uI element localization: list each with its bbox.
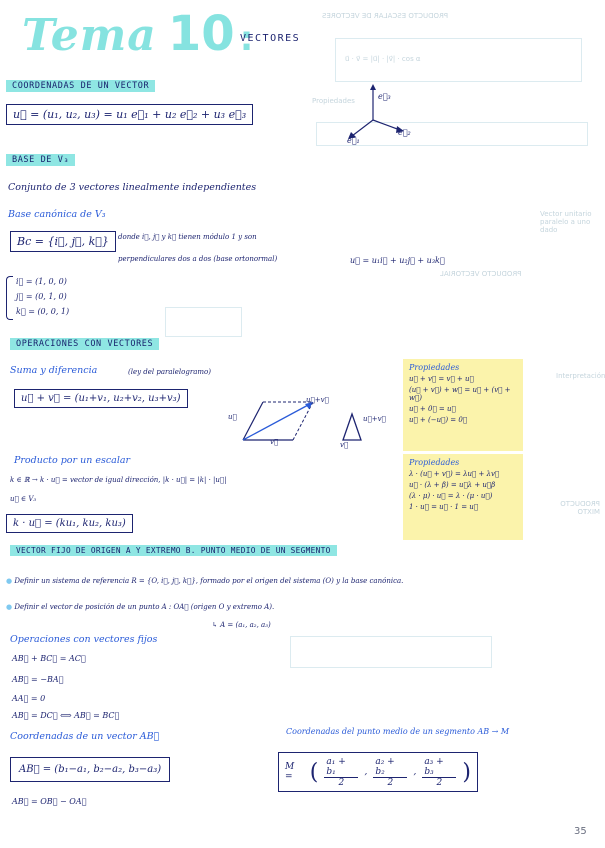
section-heading-fixed: VECTOR FIJO DE ORIGEN A Y EXTREMO B. PUNTO MEDIO DE UN SEGMENTO (10, 545, 337, 556)
ghost-box-4 (290, 636, 492, 668)
scalar-title: Producto por un escalar (14, 455, 131, 466)
fraction-3-num: a₃ + b₃ (422, 757, 456, 778)
fixed-op-1: AB⃗ + BC⃗ = AC⃗ (12, 654, 86, 663)
base-definition: Conjunto de 3 vectores linealmente independientes (8, 182, 257, 193)
canon-note-1: donde i⃗, j⃗ y k⃗ tienen módulo 1 y son (118, 233, 257, 241)
canon-base-formula: Bc = {i⃗, j⃗, k⃗} (10, 231, 116, 252)
paren-close: ) (462, 759, 471, 785)
section-heading-coords: COORDENADAS DE UN VECTOR (6, 80, 155, 92)
fraction-3-den: 2 (436, 777, 443, 788)
fraction-1 (324, 757, 358, 788)
position-coords: ↳ A = (a₁, a₂, a₃) (212, 621, 271, 629)
page-title (22, 6, 253, 62)
parallelogram-diagram (225, 392, 385, 454)
fixed-op-3: AA⃗ = 0 (12, 694, 46, 703)
axis-e3-label: e⃗₃ (378, 92, 391, 101)
fixed-coords-formula: AB⃗ = (b₁−a₁, b₂−a₂, b₃−a₃) (10, 757, 170, 782)
fig-v-label: v⃗ (270, 438, 279, 446)
ghost-box-3 (165, 307, 242, 337)
fig-u-label: u⃗ (228, 413, 237, 421)
props1-item: u⃗ + v⃗ = v⃗ + u⃗ (409, 375, 474, 383)
bullet-dot: ● (6, 577, 15, 585)
section-heading-base: BASE DE V₃ (6, 154, 75, 166)
props2-item: (λ · μ) · u⃗ = λ · (μ · u⃗) (409, 492, 493, 500)
fraction-3 (422, 757, 456, 788)
fixed-coords-alt: AB⃗ = OB⃗ − OA⃗ (12, 797, 87, 806)
properties-box-sum (403, 359, 523, 451)
bullet-dot: ● (6, 603, 15, 611)
sum-note: (ley del paralelogramo) (128, 368, 211, 376)
bullet-position-text: Definir el vector de posición de un punto A : OA⃗ (origen O y extremo A). (14, 603, 275, 611)
ghost-props: Propiedades (312, 97, 355, 105)
coords-formula: u⃗ = (u₁, u₂, u₃) = u₁ e⃗₁ + u₂ e⃗₂ + u₃ e⃗₃ (6, 104, 253, 125)
props1-item: u⃗ + (−u⃗) = 0⃗ (409, 416, 468, 424)
midpoint-label: M = (285, 762, 295, 782)
midpoint-formula (278, 752, 478, 792)
props2-item: λ · (u⃗ + v⃗) = λu⃗ + λv⃗ (409, 470, 500, 478)
system-brace (6, 276, 13, 320)
ghost-heading-1: PRODUCTO ESCALAR DE VECTORES (322, 12, 449, 20)
fraction-1-num: a₁ + b₁ (324, 757, 358, 778)
section-heading-ops: OPERACIONES CON VECTORES (10, 338, 159, 350)
ghost-interp: Interpretación (556, 372, 605, 380)
bullet-reference-text: Definir un sistema de referencia R = {O, i⃗, j⃗, k⃗}, formado por el origen del sistema (O) y la base canónica. (14, 577, 404, 585)
sum-title: Suma y diferencia (10, 365, 98, 376)
props2-item: 1 · u⃗ = u⃗ · 1 = u⃗ (409, 503, 479, 511)
title-word: Tema (22, 10, 157, 61)
sum-formula: u⃗ + v⃗ = (u₁+v₁, u₂+v₂, u₃+v₃) (14, 389, 188, 408)
title-colon: : (239, 19, 254, 59)
properties-box-scalar (403, 454, 523, 540)
fraction-1-den: 2 (338, 777, 345, 788)
bullet-reference (6, 577, 596, 585)
j-vector: j⃗ = (0, 1, 0) (16, 292, 67, 301)
ghost-vectorial: PRODUCTO VECTORIAL (440, 270, 522, 278)
ghost-unit: Vector unitario paralelo a uno dado (540, 210, 592, 234)
props2-title: Propiedades (409, 458, 460, 467)
axis-e1-label: e⃗₁ (347, 136, 360, 145)
fixed-op-2: AB⃗ = −BA⃗ (12, 675, 64, 684)
ghost-mixto: PRODUCTO MIXTO (560, 500, 600, 516)
fixed-op-4: AB⃗ = DC⃗ ⟺ AB⃗ = BC⃗ (12, 711, 120, 720)
fig2-uv-label: u⃗+v⃗ (363, 415, 386, 423)
bullet-position (6, 603, 274, 611)
ghost-formula: u⃗ · v⃗ = |u⃗| · |v⃗| · cos α (345, 55, 421, 63)
comma: , (413, 767, 417, 777)
comma: , (364, 767, 368, 777)
title-number: 10 (167, 6, 235, 62)
fig2-v-label: v⃗ (340, 441, 349, 449)
fraction-2 (373, 757, 407, 788)
fixed-ops-title: Operaciones con vectores fijos (10, 634, 158, 645)
midpoint-title: Coordenadas del punto medio de un segmento AB → M (286, 727, 510, 736)
props2-item: u⃗ · (λ + β) = u⃗λ + u⃗β (409, 481, 496, 489)
k-vector: k⃗ = (0, 0, 1) (16, 307, 70, 316)
props1-item: u⃗ + 0⃗ = u⃗ (409, 405, 456, 413)
fraction-2-num: a₂ + b₂ (373, 757, 407, 778)
fraction-2-den: 2 (387, 777, 394, 788)
fixed-coords-title: Coordenadas de un vector AB⃗ (10, 731, 160, 742)
axis-e2-label: e⃗₂ (398, 128, 411, 137)
title-subject: VECTORES (240, 33, 301, 44)
i-vector: i⃗ = (1, 0, 0) (16, 277, 67, 286)
canon-base-title: Base canónica de V₃ (8, 209, 106, 220)
fig-uv-label: u⃗+v⃗ (306, 396, 329, 404)
scalar-line-2: u⃗ ∈ V₃ (10, 495, 37, 503)
vector-combination: u⃗ = u₁i⃗ + u₂j⃗ + u₃k⃗ (350, 256, 445, 265)
props1-item: (u⃗ + v⃗) + w⃗ = u⃗ + (v⃗ + w⃗) (409, 386, 511, 402)
scalar-formula: k · u⃗ = (ku₁, ku₂, ku₃) (6, 514, 133, 533)
scalar-line-1: k ∈ ℝ → k · u⃗ = vector de igual dirección, |k · u⃗| = |k| · |u⃗| (10, 476, 227, 484)
props1-title: Propiedades (409, 363, 460, 372)
canon-note-2: perpendiculares dos a dos (base ortonormal) (118, 255, 278, 263)
paren-open: ( (309, 759, 319, 785)
page-number: 35 (574, 826, 587, 837)
